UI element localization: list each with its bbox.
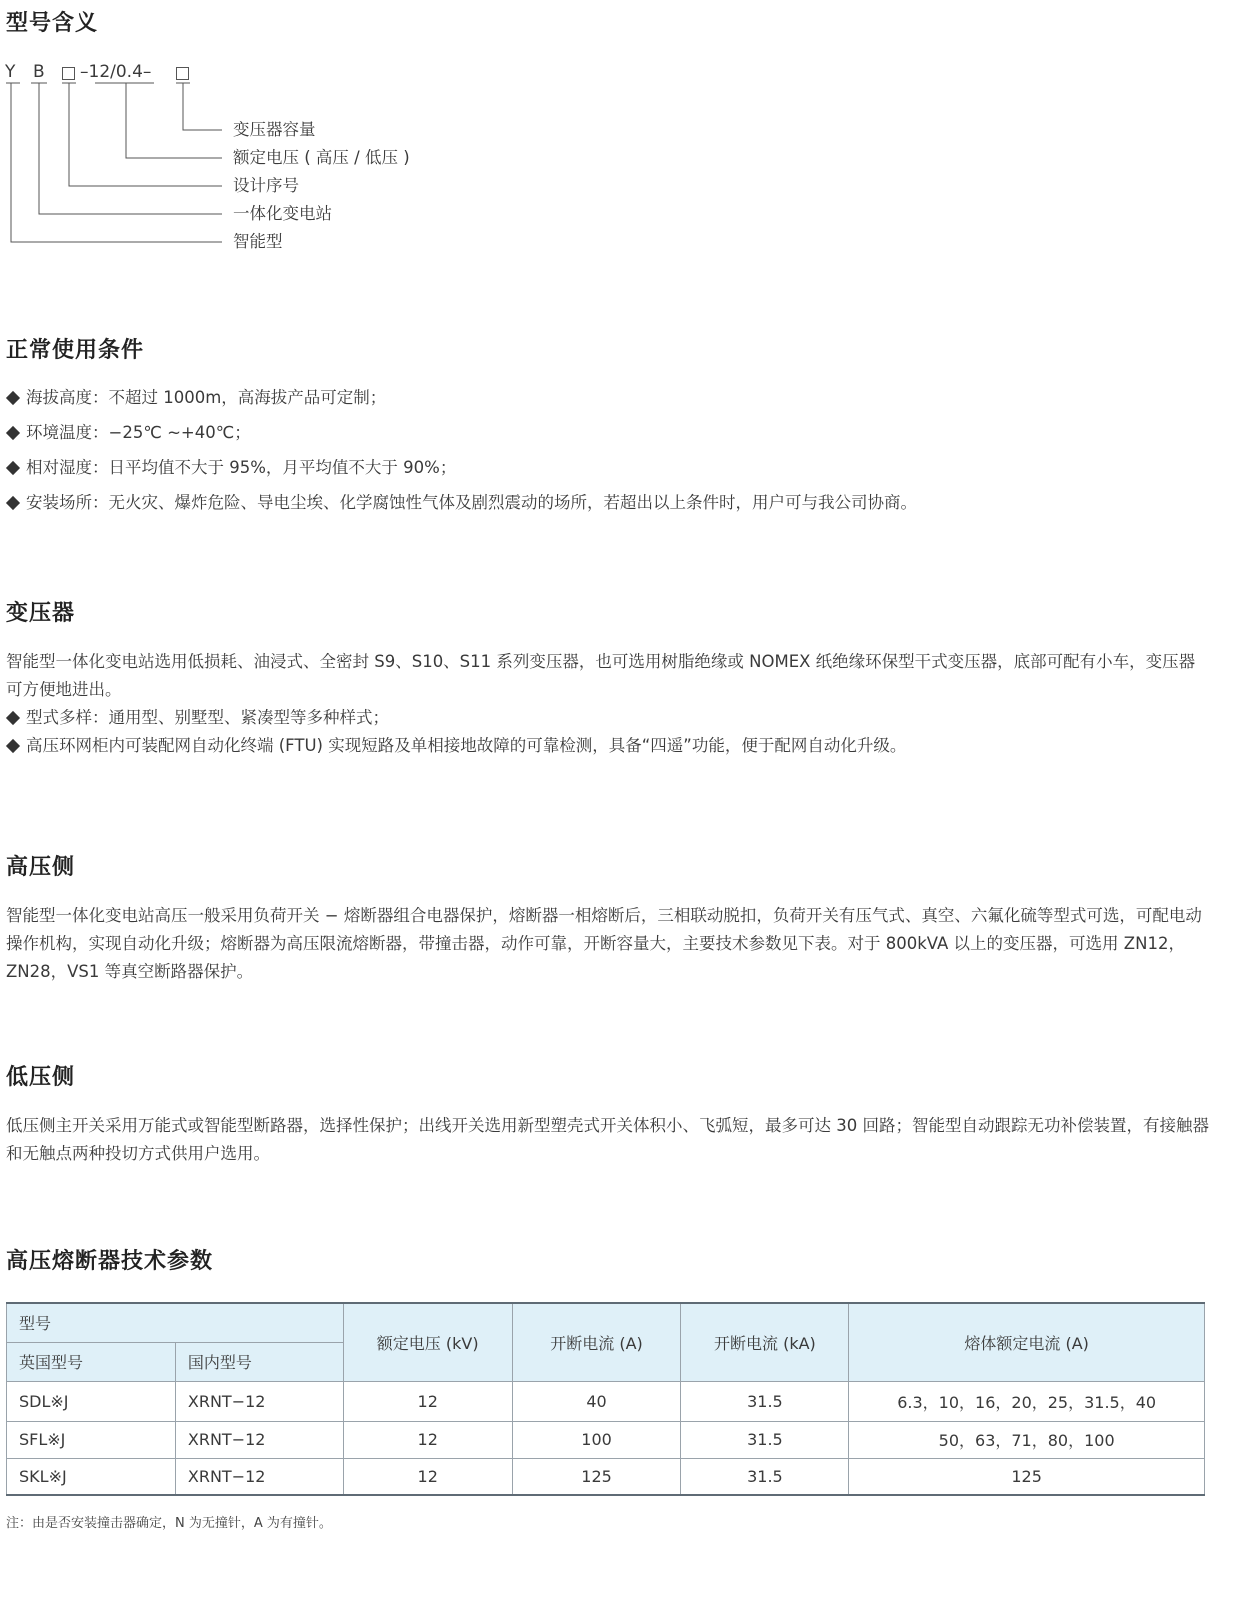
cell-cn-model: XRNT−12 <box>175 1421 343 1458</box>
table-row <box>7 1381 1205 1421</box>
bullet-diamond-icon <box>6 425 20 439</box>
section-title-fuse: 高压熔断器技术参数 <box>6 1249 214 1274</box>
model-label-intelligent: 智能型 <box>233 232 283 251</box>
transformer-bullet-styles <box>6 704 389 732</box>
condition-text: 相对湿度：日平均值不大于 95%，月平均值不大于 90%； <box>26 458 457 477</box>
cell-voltage: 12 <box>343 1458 512 1495</box>
bullet-diamond-icon <box>6 460 20 474</box>
model-label-voltage: 额定电压 ( 高压 / 低压 ) <box>233 148 410 167</box>
section-title-model: 型号含义 <box>6 11 99 36</box>
cell-breaking-a: 100 <box>512 1421 681 1458</box>
model-code-y: Y <box>5 62 16 82</box>
fuse-spec-table <box>6 1302 1205 1496</box>
header-breaking-current-a: 开断电流 (A) <box>512 1303 681 1381</box>
header-cn-model: 国内型号 <box>175 1342 343 1381</box>
cell-rated-current: 50，63，71，80，100 <box>849 1421 1205 1458</box>
header-fuse-rated-current: 熔体额定电流 (A) <box>849 1303 1205 1381</box>
transformer-paragraph: 智能型一体化变电站选用低损耗、油浸式、全密封 S9、S10、S11 系列变压器，也可选用树脂绝缘或 NOMEX 纸绝缘环保型干式变压器，底部可配有小车，变压器可方便地进出。 <box>6 652 1196 699</box>
cell-breaking-a: 125 <box>512 1458 681 1495</box>
bullet-diamond-icon <box>6 495 20 509</box>
cell-breaking-ka: 31.5 <box>681 1381 849 1421</box>
condition-text: 安装场所：无火灾、爆炸危险、导电尘埃、化学腐蚀性气体及剧烈震动的场所，若超出以上条件时，用户可与我公司协商。 <box>26 493 917 512</box>
table-footnote: 注：由是否安装撞击器确定，N 为无撞针，A 为有撞针。 <box>6 1516 332 1531</box>
model-code-diagram <box>0 55 500 265</box>
cell-uk-model: SFL※J <box>7 1421 176 1458</box>
bullet-diamond-icon <box>6 710 20 724</box>
cell-rated-current: 6.3，10，16，20，25，31.5，40 <box>849 1381 1205 1421</box>
model-code-box-design <box>62 67 75 80</box>
cell-cn-model: XRNT−12 <box>175 1381 343 1421</box>
model-code-voltage: –12/0.4– <box>80 62 152 82</box>
cell-uk-model: SKL※J <box>7 1458 176 1495</box>
header-rated-voltage: 额定电压 (kV) <box>343 1303 512 1381</box>
bullet-diamond-icon <box>6 390 20 404</box>
section-title-transformer: 变压器 <box>6 601 76 626</box>
condition-temperature <box>6 419 251 447</box>
cell-voltage: 12 <box>343 1381 512 1421</box>
header-breaking-current-ka: 开断电流 (kA) <box>681 1303 849 1381</box>
header-uk-model: 英国型号 <box>7 1342 176 1381</box>
cell-breaking-ka: 31.5 <box>681 1421 849 1458</box>
cell-uk-model: SDL※J <box>7 1381 176 1421</box>
condition-site <box>6 489 917 517</box>
cell-breaking-ka: 31.5 <box>681 1458 849 1495</box>
section-title-lv: 低压侧 <box>6 1065 76 1090</box>
table-row <box>7 1458 1205 1495</box>
transformer-bullet-ftu <box>6 732 906 760</box>
cell-cn-model: XRNT−12 <box>175 1458 343 1495</box>
model-label-capacity: 变压器容量 <box>233 120 316 139</box>
model-code-b: B <box>33 62 45 82</box>
section-title-conditions: 正常使用条件 <box>6 338 145 363</box>
model-label-design: 设计序号 <box>233 176 299 195</box>
header-model: 型号 <box>7 1303 344 1342</box>
bullet-diamond-icon <box>6 738 20 752</box>
transformer-bullet-text: 高压环网柜内可装配网自动化终端 (FTU) 实现短路及单相接地故障的可靠检测，具备“四遥”功能，便于配网自动化升级。 <box>26 736 907 755</box>
condition-altitude <box>6 384 386 412</box>
cell-rated-current: 125 <box>849 1458 1205 1495</box>
lv-paragraph: 低压侧主开关采用万能式或智能型断路器，选择性保护；出线开关选用新型塑壳式开关体积小、飞弧短，最多可达 30 回路；智能型自动跟踪无功补偿装置，有接触器和无触点两种投切方式供用户选用。 <box>6 1116 1209 1163</box>
model-label-substation: 一体化变电站 <box>233 204 332 223</box>
section-title-hv: 高压侧 <box>6 855 76 880</box>
cell-breaking-a: 40 <box>512 1381 681 1421</box>
condition-text: 海拔高度：不超过 1000m，高海拔产品可定制； <box>26 388 387 407</box>
condition-humidity <box>6 454 456 482</box>
condition-text: 环境温度：−25℃ ~+40℃； <box>26 423 251 442</box>
transformer-bullet-text: 型式多样：通用型、别墅型、紧凑型等多种样式； <box>26 708 389 727</box>
model-code-box-capacity <box>176 67 189 80</box>
cell-voltage: 12 <box>343 1421 512 1458</box>
table-row <box>7 1421 1205 1458</box>
hv-paragraph: 智能型一体化变电站高压一般采用负荷开关 − 熔断器组合电器保护，熔断器一相熔断后，三相联动脱扣，负荷开关有压气式、真空、六氟化硫等型式可选，可配电动操作机构，实现自动化升级；熔断器为高压限流熔断器，带撞击器，动作可靠，开断容量大，主要技术参数见下表。对于 800kVA 以上的变压器，可选用 ZN12， ZN28，VS1 等真空断路器保护。 <box>6 906 1202 981</box>
